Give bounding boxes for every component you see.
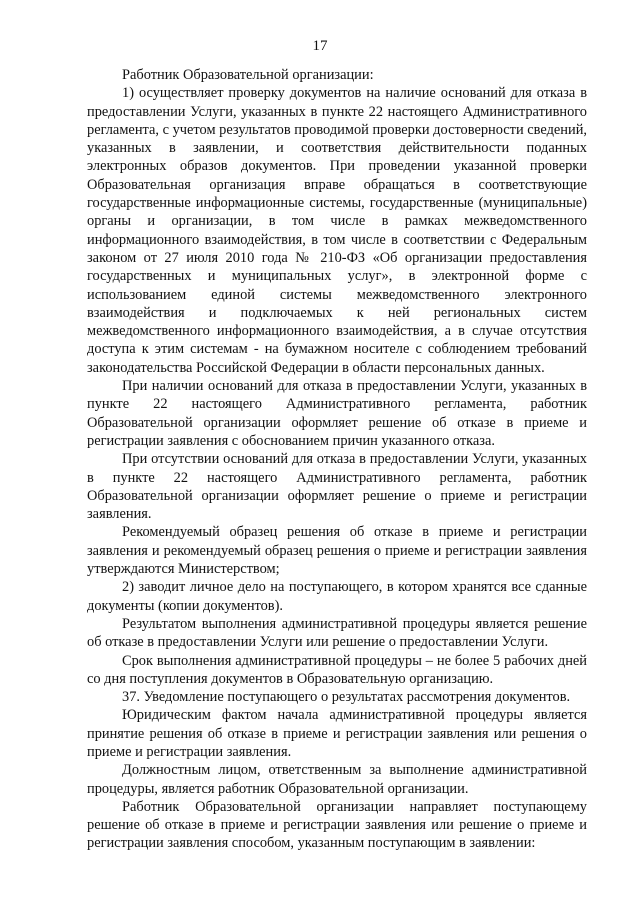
paragraph-item-1-verification: 1) осуществляет проверку документов на наличие оснований для отказа в предоставлении Услуги, указанных в пункте 22 настоящего Административного регламента, с учетом результатов проводимой проверки достоверности сведений, указанных в заявлении, и соответствия действительности поданных электронных образов документов. При проведении указанной проверки Образовательная организация вправе обращаться в соответствующие государственные информационные системы, государственные (муниципальные) органы и организации, в том числе в рамках межведомственного информационного взаимодействия, в том числе в соответствии с Федеральным законом от 27 июля 2010 года № 210-ФЗ «Об организации предоставления государственных и муниципальных услуг», в электронной форме с использованием единой системы межведомственного электронного взаимодействия и подключаемых к ней региональных систем межведомственного информационного взаимодействия, а в случае отсутствия доступа к этим системам - на бумажном носителе с соблюдением требований законодательства Российской Федерации в области персональных данных. bbox=[87, 85, 587, 376]
paragraph-procedure-deadline: Срок выполнения административной процедуры – не более 5 рабочих дней со дня поступления документов в Образовательную организацию. bbox=[87, 652, 587, 687]
paragraph-section-37: 37. Уведомление поступающего о результатах рассмотрения документов. bbox=[122, 689, 571, 706]
paragraph-procedure-result: Результатом выполнения административной процедуры является решение об отказе в предоставлении Услуги или решение о предоставлении Услуги. bbox=[87, 615, 587, 651]
document-body bbox=[87, 66, 587, 853]
paragraph-refusal-grounds: При наличии оснований для отказа в предоставлении Услуги, указанных в пункте 22 настоящего Административного регламента, работник Образовательной организации оформляет решение об отказе в приеме и регистрации заявления с обоснованием причин указанного отказа. bbox=[87, 378, 587, 449]
page-number: 17 bbox=[312, 38, 328, 54]
paragraph-legal-fact: Юридическим фактом начала административной процедуры является принятие решения об отказе в приеме и регистрации заявления или решения о приеме и регистрации заявления. bbox=[87, 707, 587, 760]
paragraph-recommended-forms: Рекомендуемый образец решения об отказе в приеме и регистрации заявления и рекомендуемый образец решения о приеме и регистрации заявления утверждаются Министерством; bbox=[87, 524, 587, 578]
paragraph-responsible-official: Должностным лицом, ответственным за выполнение административной процедуры, является работник Образовательной организации. bbox=[87, 762, 587, 797]
paragraph-worker-heading: Работник Образовательной организации: bbox=[122, 67, 374, 83]
paragraph-no-refusal-grounds: При отсутствии оснований для отказа в предоставлении Услуги, указанных в пункте 22 настоящего Административного регламента, работник Образовательной организации оформляет решение о приеме и регистрации заявления. bbox=[87, 451, 587, 523]
paragraph-item-2-personal-file: 2) заводит личное дело на поступающего, в котором хранятся все сданные документы (копии документов). bbox=[87, 579, 587, 614]
paragraph-notification-method: Работник Образовательной организации направляет поступающему решение об отказе в приеме и регистрации заявления или решение о приеме и регистрации заявления способом, указанным поступающим в заявлении: bbox=[87, 798, 587, 852]
